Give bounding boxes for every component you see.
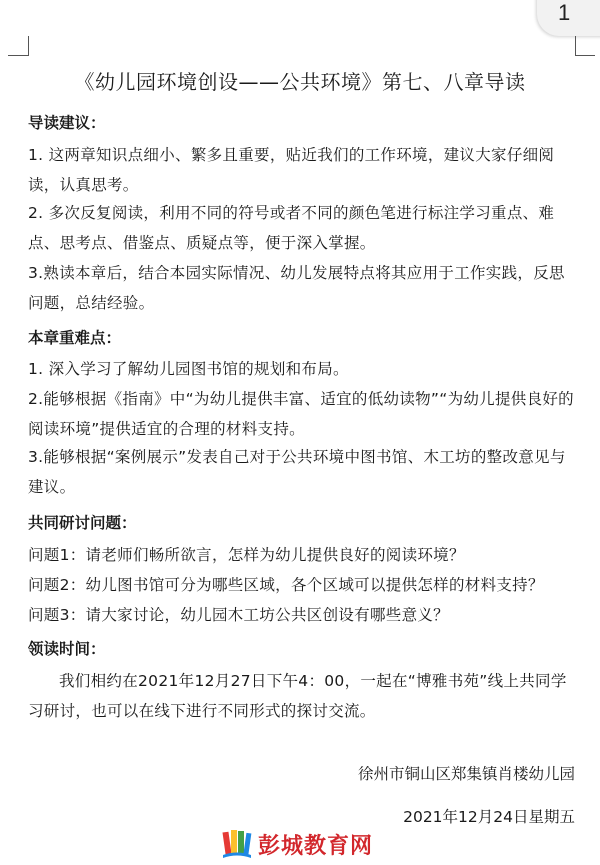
- guide-item-2: 2. 多次反复阅读，利用不同的符号或者不同的颜色笔进行标注学习重点、难点、思考点、借鉴点、质疑点等，便于深入掌握。: [28, 204, 555, 252]
- key-point-2: 2.能够根据《指南》中“为幼儿提供丰富、适宜的低幼读物”“为幼儿提供良好的阅读环境”提供适宜的合理的材料支持。: [28, 390, 574, 438]
- reading-time-text: 我们相约在2021年12月27日下午4：00，一起在“博雅书苑”线上共同学习研讨，也可以在线下进行不同形式的探讨交流。: [28, 672, 567, 720]
- section-heading-key-points: 本章重难点：: [28, 329, 122, 347]
- crop-mark-left-v: [28, 36, 29, 56]
- crop-mark-right-v: [575, 36, 576, 56]
- discussion-question-3: 问题3：请大家讨论，幼儿园木工坊公共区创设有哪些意义？: [28, 606, 449, 624]
- section-heading-guide: 导读建议：: [28, 114, 106, 132]
- key-point-1: 1. 深入学习了解幼儿园图书馆的规划和布局。: [28, 360, 349, 378]
- section-heading-discussion: 共同研讨问题：: [28, 514, 137, 532]
- guide-item-1: 1. 这两章知识点细小、繁多且重要，贴近我们的工作环境，建议大家仔细阅读，认真思考。: [28, 146, 555, 194]
- book-logo-icon: [222, 828, 252, 860]
- page-number: 1: [558, 0, 571, 25]
- signature-date: 2021年12月24日星期五: [403, 808, 575, 826]
- key-point-3: 3.能够根据“案例展示”发表自己对于公共环境中图书馆、木工坊的整改意见与建议。: [28, 448, 566, 496]
- document-title: 《幼儿园环境创设——公共环境》第七、八章导读: [74, 70, 526, 94]
- discussion-question-2: 问题2：幼儿图书馆可分为哪些区域，各个区域可以提供怎样的材料支持？: [28, 576, 544, 594]
- watermark-logo: [222, 826, 373, 862]
- section-heading-reading-time: 领读时间：: [28, 640, 106, 658]
- discussion-question-1: 问题1：请老师们畅所欲言，怎样为幼儿提供良好的阅读环境？: [28, 546, 465, 564]
- signature-organization: 徐州市铜山区郑集镇肖楼幼儿园: [357, 765, 575, 783]
- crop-mark-right-h: [575, 55, 595, 56]
- watermark-text: 彭城教育网: [258, 833, 374, 859]
- guide-item-3: 3.熟读本章后，结合本园实际情况、幼儿发展特点将其应用于工作实践，反思问题，总结经验。: [28, 264, 565, 312]
- crop-mark-left-h: [8, 55, 28, 56]
